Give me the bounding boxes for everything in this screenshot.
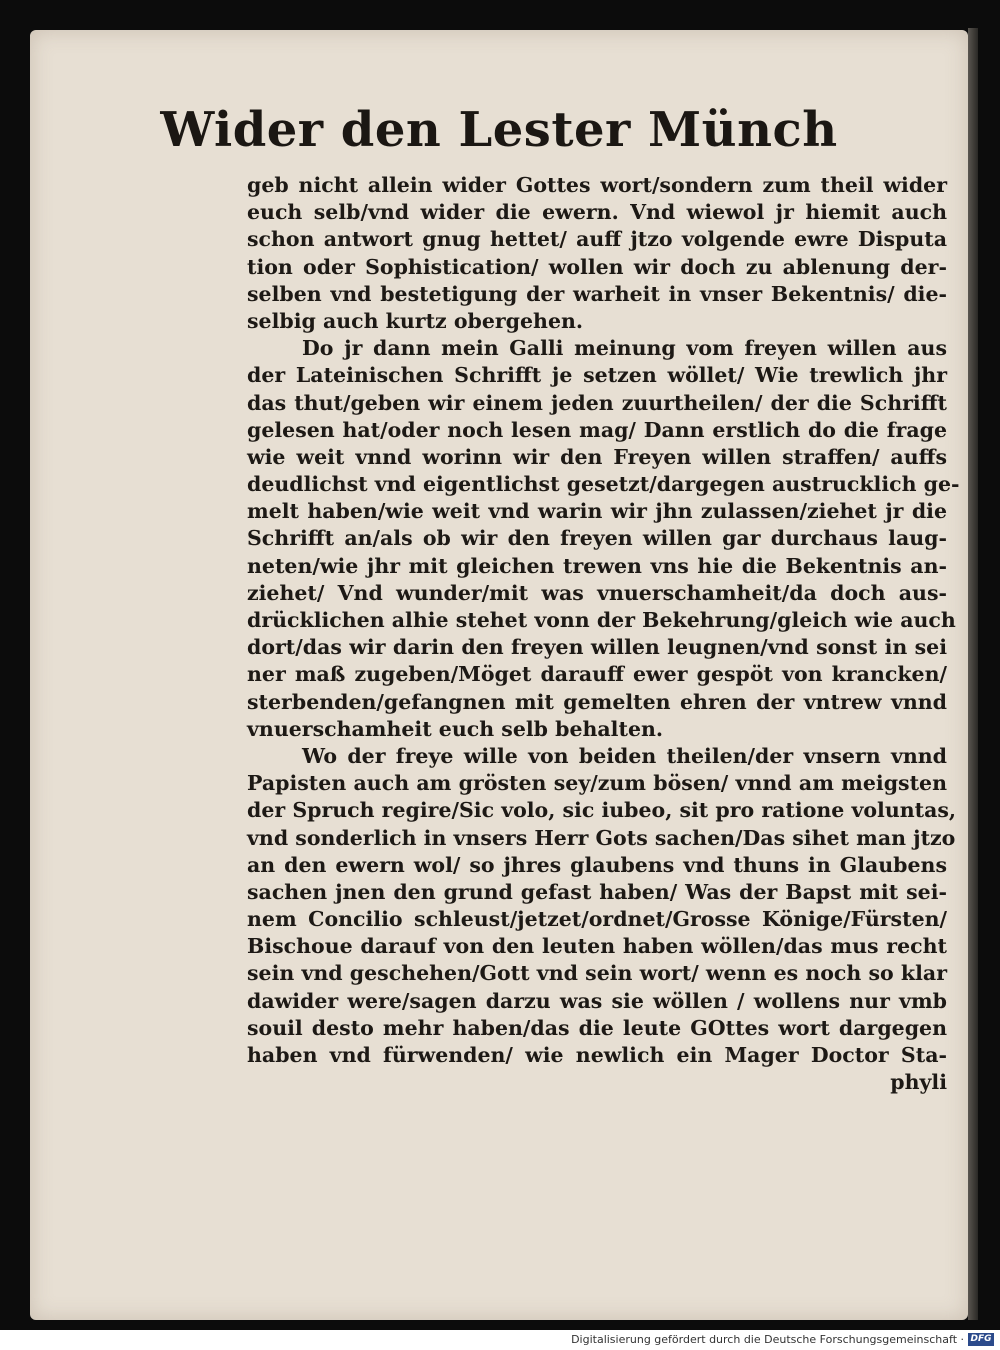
text-line: Do jr dann mein Galli meinung vom freyen willen aus xyxy=(302,336,947,361)
text-line: der Lateinischen Schrifft je setzen wöllet/ Wie trewlich jhr xyxy=(247,363,947,388)
book-page xyxy=(30,30,968,1320)
text-line: ziehet/ Vnd wunder/mit was vnuerschamheit/da doch aus- xyxy=(247,580,947,605)
text-line: euch selb/vnd wider die ewern. Vnd wiewol jr hiemit auch xyxy=(247,200,947,225)
text-line: ner maß zugeben/Möget darauff ewer gespöt von krancken/ xyxy=(247,662,947,687)
text-line: vnuerschamheit euch selb behalten. xyxy=(247,716,664,741)
text-line: Wo der freye wille von beiden theilen/der vnsern vnnd xyxy=(302,743,947,768)
text-line: der Spruch regire/Sic volo, sic iubeo, sit pro ratione voluntas, xyxy=(247,798,957,823)
text-line: Papisten auch am grösten sey/zum bösen/ vnnd am meigsten xyxy=(247,771,947,796)
text-line: haben vnd fürwenden/ wie newlich ein Mager Doctor Sta- xyxy=(247,1043,947,1067)
text-line: dawider were/sagen darzu was sie wöllen / wollens nur vmb xyxy=(247,988,947,1013)
text-line: selben vnd bestetigung der warheit in vnser Bekentnis/ die- xyxy=(247,281,947,306)
text-line: an den ewern wol/ so jhres glaubens vnd thuns in Glaubens xyxy=(247,852,947,877)
text-line: souil desto mehr haben/das die leute GOttes wort dargegen xyxy=(247,1015,947,1040)
text-line: gelesen hat/oder noch lesen mag/ Dann erstlich do die frage xyxy=(247,417,947,442)
text-line: deudlichst vnd eigentlichst gesetzt/dargegen austrucklich ge- xyxy=(247,472,960,497)
text-line: drücklichen alhie stehet vonn der Bekehrung/gleich wie auch xyxy=(247,608,956,632)
text-line: dort/das wir darin den freyen willen leugnen/vnd sonst in sei xyxy=(247,635,947,660)
text-line: neten/wie jhr mit gleichen trewen vns hie die Bekentnis an- xyxy=(247,553,947,578)
text-line: das thut/geben wir einem jeden zuurtheilen/ der die Schrifft xyxy=(247,390,947,415)
text-line: wie weit vnnd worinn wir den Freyen willen straffen/ auffs xyxy=(247,444,947,469)
page-edge xyxy=(968,28,978,1320)
catchword: phyli xyxy=(890,1070,947,1095)
text-line: vnd sonderlich in vnsers Herr Gots sachen/Das sihet man jtzo xyxy=(247,825,956,850)
page-title: Wider den Lester Münch xyxy=(160,102,838,158)
text-line: nem Concilio schleust/jetzet/ordnet/Grosse Könige/Fürsten/ xyxy=(247,907,947,932)
text-line: sein vnd geschehen/Gott vnd sein wort/ wenn es noch so klar xyxy=(247,961,947,986)
funding-credit: Digitalisierung gefördert durch die Deutsche Forschungsgemeinschaft · xyxy=(571,1333,964,1346)
text-line: Schrifft an/als ob wir den freyen willen gar durchaus laug- xyxy=(247,526,947,551)
body-text xyxy=(247,172,960,1096)
text-line: tion oder Sophistication/ wollen wir doch zu ablenung der- xyxy=(247,254,947,279)
text-line: selbig auch kurtz obergehen. xyxy=(247,308,584,333)
text-line: sterbenden/gefangnen mit gemelten ehren der vntrew vnnd xyxy=(247,689,947,714)
footer-bar xyxy=(0,1330,1000,1350)
text-line: schon antwort gnug hettet/ auff jtzo volgende ewre Disputa xyxy=(247,227,947,252)
text-line: geb nicht allein wider Gottes wort/sondern zum theil wider xyxy=(247,173,947,197)
text-line: Bischoue darauf von den leuten haben wöllen/das mus recht xyxy=(247,934,947,959)
text-line: sachen jnen den grund gefast haben/ Was der Bapst mit sei- xyxy=(247,879,947,904)
dfg-logo-icon: DFG xyxy=(968,1333,994,1346)
text-line: melt haben/wie weit vnd warin wir jhn zulassen/ziehet jr die xyxy=(247,499,947,524)
